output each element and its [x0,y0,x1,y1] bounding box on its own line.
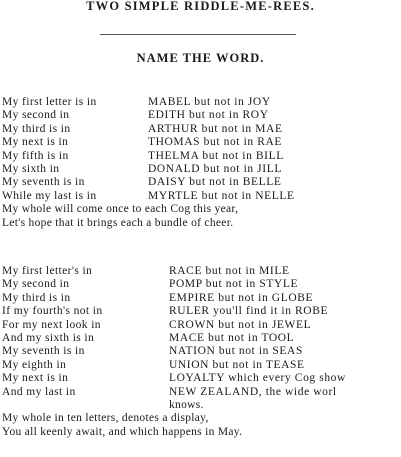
riddle-answer: MABEL but not in JOY [148,96,271,108]
riddle-answer: NATION but not in SEAS [169,345,303,358]
riddle-answer: ARTHUR but not in MAE [148,122,283,135]
riddle-clue: And my sixth is in [2,331,95,344]
riddle-answer: THOMAS but not in RAE [148,136,282,149]
riddle-answer: NEW ZEALAND, the wide worl [169,385,337,398]
riddle-line [2,372,399,385]
riddle-closing-line: Let's hope that it brings each a bundle of cheer. [2,216,234,229]
article-subtitle: NAME THE WORD. [136,51,265,65]
riddle-clue: My third is in [2,291,71,304]
riddle-answer: THELMA but not in BILL [148,149,284,162]
riddle-closing-line: You all keenly await, and which happens in May. [2,425,243,438]
riddle-line [2,359,399,372]
riddle-line [2,136,399,149]
riddle-answer: CROWN but not in JEWEL [169,318,312,331]
riddle-continuation-line: knows. [169,398,204,411]
riddle-clue: My fifth is in [2,149,69,162]
riddle-line [2,123,399,136]
riddle-line [2,265,399,278]
riddle-answer: DONALD but not in JILL [148,162,282,175]
riddle-clue: My next is in [2,372,69,385]
riddle-line [2,109,399,122]
riddle-line [2,319,399,332]
riddle-line [2,278,399,291]
riddle-answer: UNION but not in TEASE [169,358,305,371]
riddle-clue: My seventh is in [2,176,85,189]
riddle-clue: My first letter's in [2,265,93,277]
riddle-answer: MYRTLE but not in NELLE [148,189,295,202]
article-title: TWO SIMPLE RIDDLE-ME-REES. [86,0,315,13]
title-divider [100,34,296,35]
riddle-line [2,305,399,318]
riddle-one [2,96,399,230]
riddle-answer: EMPIRE but not in GLOBE [169,291,314,304]
riddle-closing-line: My whole will come once to each Cog this year, [2,203,239,216]
riddle-clue: My second in [2,109,70,122]
riddle-two [2,265,399,439]
riddle-answer: MACE but not in TOOL [169,331,295,344]
riddle-clue: My next is in [2,136,69,149]
riddle-line [2,190,399,203]
riddle-line [2,292,399,305]
riddle-answer: EDITH but not in ROY [148,109,269,122]
riddle-closing-line: My whole in ten letters, denotes a display, [2,412,209,425]
riddle-line [2,176,399,189]
riddle-line [2,345,399,358]
riddle-line [2,163,399,176]
riddle-clue: My first letter is in [2,96,97,108]
riddle-answer: LOYALTY which every Cog show [169,372,346,385]
riddle-clue: While my last is in [2,189,97,202]
riddle-clue: My sixth in [2,162,60,175]
riddle-answer: POMP but not in STYLE [169,278,299,291]
riddle-answer: RACE but not in MILE [169,265,290,277]
riddle-clue: For my next look in [2,318,101,331]
riddle-answer: DAISY but not in BELLE [148,176,282,189]
riddle-line [2,386,399,399]
riddle-clue: If my fourth's not in [2,305,103,318]
riddle-clue: My second in [2,278,70,291]
riddle-clue: My eighth in [2,358,67,371]
riddle-line [2,150,399,163]
riddle-answer: RULER you'll find it in ROBE [169,305,329,318]
riddle-clue: And my last in [2,385,76,398]
riddle-line [2,332,399,345]
riddle-clue: My third is in [2,122,71,135]
riddle-line [2,96,399,109]
riddle-clue: My seventh is in [2,345,85,358]
